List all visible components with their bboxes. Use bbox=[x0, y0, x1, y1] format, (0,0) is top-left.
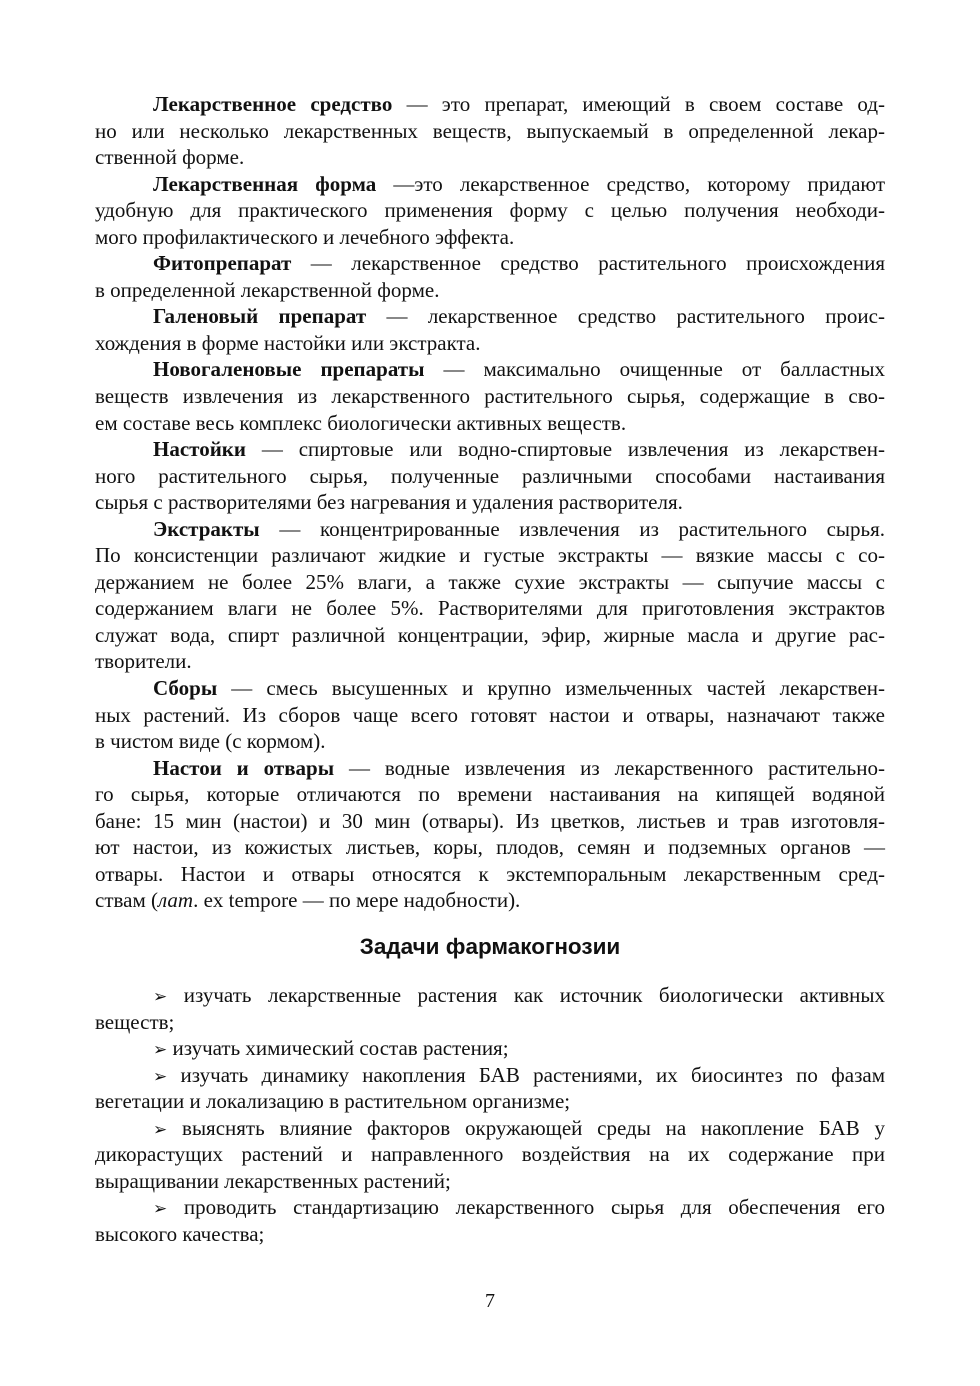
line-content bbox=[153, 983, 885, 1007]
line-text: — концентрированные извлечения из растительного сырья. bbox=[259, 516, 885, 541]
text-line bbox=[95, 356, 885, 383]
task-list-item bbox=[95, 1194, 885, 1247]
text-line bbox=[95, 436, 885, 463]
line-content bbox=[95, 809, 885, 833]
line-content bbox=[153, 1036, 509, 1060]
text-line bbox=[95, 250, 885, 277]
text-line bbox=[95, 887, 885, 914]
arrow-bullet-icon: ➢ bbox=[153, 1066, 168, 1087]
task-list-item bbox=[95, 982, 885, 1035]
definition-paragraph bbox=[95, 250, 885, 303]
defined-term: Галеновый препарат bbox=[153, 304, 367, 329]
defined-term: Сборы bbox=[153, 676, 218, 701]
line-content bbox=[95, 411, 626, 435]
text-line bbox=[95, 330, 885, 357]
definition-paragraph bbox=[95, 171, 885, 251]
task-list-item bbox=[95, 1035, 885, 1062]
text-line bbox=[95, 410, 885, 437]
line-text: сырья с растворителями без нагревания и удаления растворителя. bbox=[95, 490, 683, 515]
section-heading: Задачи фармакогнозии bbox=[359, 933, 621, 959]
text-line bbox=[95, 197, 885, 224]
line-content bbox=[95, 145, 244, 169]
line-text: — лекарственное средство растительного проис- bbox=[366, 304, 885, 329]
line-content bbox=[153, 517, 885, 541]
italic-text: лат bbox=[158, 888, 194, 913]
line-content bbox=[95, 490, 683, 514]
text-line bbox=[95, 702, 885, 729]
line-text: ют настои, из кожистых листьев, коры, плодов, семян и подземных органов — bbox=[95, 835, 885, 860]
line-content bbox=[95, 198, 885, 222]
line-text: содержанием влаги не более 5%. Растворителями для приготовления экстрактов bbox=[95, 596, 885, 621]
text-line bbox=[95, 1168, 885, 1195]
line-content bbox=[95, 782, 885, 806]
text-line bbox=[95, 982, 885, 1009]
text-line bbox=[95, 728, 885, 755]
text-line bbox=[95, 91, 885, 118]
line-content bbox=[95, 384, 885, 408]
text-line bbox=[95, 1141, 885, 1168]
task-list-item bbox=[95, 1062, 885, 1115]
line-content bbox=[95, 862, 885, 886]
text-line bbox=[95, 1115, 885, 1142]
text-line bbox=[95, 834, 885, 861]
line-text: изучать динамику накопления БАВ растениями, их биосинтез по фазам bbox=[180, 1062, 885, 1087]
line-text: изучать химический состав растения; bbox=[172, 1036, 509, 1061]
line-text: творители. bbox=[95, 649, 192, 674]
defined-term: Фитопрепарат bbox=[153, 251, 292, 276]
line-text: — смесь высушенных и крупно измельченных частей лекарствен- bbox=[217, 676, 885, 701]
line-content bbox=[95, 1222, 264, 1246]
line-text: хождения в форме настойки или экстракта. bbox=[95, 330, 481, 355]
line-text: дикорастущих растений и направленного воздействия на их содержание при bbox=[95, 1142, 885, 1167]
line-content bbox=[95, 703, 885, 727]
line-text: ного растительного сырья, полученные различными способами настаивания bbox=[95, 463, 885, 488]
text-line bbox=[95, 648, 885, 675]
text-line bbox=[95, 808, 885, 835]
defined-term: Новогаленовые препараты bbox=[153, 357, 425, 382]
arrow-bullet-icon: ➢ bbox=[153, 1199, 168, 1220]
text-line bbox=[95, 542, 885, 569]
text-line bbox=[95, 383, 885, 410]
line-content bbox=[95, 1169, 451, 1193]
line-content bbox=[153, 676, 885, 700]
line-content bbox=[95, 649, 192, 673]
definition-paragraph bbox=[95, 516, 885, 675]
arrow-bullet-icon: ➢ bbox=[153, 1119, 168, 1140]
line-content bbox=[95, 464, 885, 488]
line-content bbox=[95, 729, 326, 753]
text-line bbox=[95, 463, 885, 490]
line-text: удобную для практического применения форму с целью получения необходи- bbox=[95, 198, 885, 223]
arrow-bullet-icon: ➢ bbox=[153, 986, 168, 1007]
line-content bbox=[95, 543, 885, 567]
line-text: держанием не более 25% влаги, а также сухие экстракты — сыпучие массы с bbox=[95, 569, 885, 594]
line-text: ственной форме. bbox=[95, 145, 245, 170]
line-content bbox=[153, 304, 885, 328]
line-content bbox=[153, 437, 885, 461]
line-content bbox=[153, 251, 885, 275]
text-line bbox=[95, 277, 885, 304]
definitions-section bbox=[95, 91, 885, 914]
line-text: По консистенции различают жидкие и густые экстракты — вязкие массы с со- bbox=[95, 543, 885, 568]
text-line bbox=[95, 1009, 885, 1036]
line-text: выращивании лекарственных растений; bbox=[95, 1168, 451, 1193]
page-number: 7 bbox=[485, 1290, 495, 1312]
text-line bbox=[95, 781, 885, 808]
text-line bbox=[95, 1194, 885, 1221]
defined-term: Экстракты bbox=[153, 516, 260, 541]
line-text: го сырья, которые отличаются по времени настаивания на кипящей водяной bbox=[95, 782, 885, 807]
line-text: ных растений. Из сборов чаще всего готовят настои и отвары, назначают также bbox=[95, 702, 885, 727]
text-line bbox=[95, 675, 885, 702]
text-line bbox=[95, 171, 885, 198]
line-content bbox=[95, 1010, 174, 1034]
line-text: в чистом виде (с кормом). bbox=[95, 729, 326, 754]
text-line bbox=[95, 224, 885, 251]
line-text: — водные извлечения из лекарственного растительно- bbox=[334, 755, 885, 780]
line-text: отвары. Настои и отвары относятся к экстемпоральным лекарственным сред- bbox=[95, 861, 885, 886]
definition-paragraph bbox=[95, 436, 885, 516]
page-body bbox=[95, 91, 885, 1247]
line-content bbox=[95, 623, 885, 647]
text-line bbox=[95, 303, 885, 330]
text-line bbox=[95, 861, 885, 888]
text-line bbox=[95, 118, 885, 145]
line-content bbox=[153, 756, 885, 780]
line-content bbox=[95, 596, 885, 620]
line-content bbox=[95, 225, 514, 249]
line-content bbox=[153, 172, 885, 196]
defined-term: Лекарственная форма bbox=[153, 171, 377, 196]
line-text: — спиртовые или водно-спиртовые извлечения из лекарствен- bbox=[246, 437, 885, 462]
text-line bbox=[95, 622, 885, 649]
text-line bbox=[95, 516, 885, 543]
line-text: выяснять влияние факторов окружающей среды на накопление БАВ у bbox=[182, 1115, 885, 1140]
line-content bbox=[153, 92, 885, 116]
text-line bbox=[95, 144, 885, 171]
text-segment: . ex tempore — по мере надобности). bbox=[193, 888, 521, 913]
line-text: — лекарственное средство растительного происхождения bbox=[291, 251, 885, 276]
text-line bbox=[95, 1088, 885, 1115]
line-text: —это лекарственное средство, которому придают bbox=[376, 171, 886, 196]
line-text: бане: 15 мин (настои) и 30 мин (отвары). Из цветков, листьев и трав изготовля- bbox=[95, 808, 885, 833]
line-text: — это препарат, имеющий в своем составе од- bbox=[392, 92, 885, 116]
line-text: изучать лекарственные растения как источник биологически активных bbox=[183, 982, 886, 1007]
line-content bbox=[95, 331, 481, 355]
line-text: в определенной лекарственной форме. bbox=[95, 277, 440, 302]
line-content bbox=[95, 119, 885, 143]
text-line bbox=[95, 1035, 885, 1062]
line-content bbox=[95, 570, 885, 594]
text-line bbox=[95, 1062, 885, 1089]
line-content bbox=[153, 1116, 885, 1140]
text-line bbox=[95, 569, 885, 596]
line-text: веществ; bbox=[95, 1009, 175, 1034]
line-content bbox=[95, 835, 885, 859]
definition-paragraph bbox=[95, 675, 885, 755]
text-line bbox=[95, 595, 885, 622]
text-line bbox=[95, 755, 885, 782]
line-content bbox=[153, 357, 885, 381]
task-list-item bbox=[95, 1115, 885, 1195]
line-text: но или несколько лекарственных веществ, выпускаемый в определенной лекар- bbox=[95, 118, 885, 143]
defined-term: Лекарственное средство bbox=[153, 92, 393, 116]
definition-paragraph bbox=[95, 91, 885, 171]
line-text: мого профилактического и лечебного эффекта. bbox=[95, 224, 515, 249]
definition-paragraph bbox=[95, 303, 885, 356]
line-text: веществ извлечения из лекарственного растительного сырья, содержащие в сво- bbox=[95, 384, 885, 409]
text-line bbox=[95, 489, 885, 516]
line-text: служат вода, спирт различной концентрации, эфир, жирные масла и другие рас- bbox=[95, 622, 885, 647]
definition-paragraph bbox=[95, 755, 885, 914]
line-content bbox=[153, 1195, 885, 1219]
line-text: проводить стандартизацию лекарственного сырья для обеспечения его bbox=[183, 1195, 885, 1220]
line-text: — максимально очищенные от балластных bbox=[424, 357, 885, 382]
line-text: вегетации и локализацию в растительном организме; bbox=[95, 1089, 571, 1114]
line-text: высокого качества; bbox=[95, 1221, 265, 1246]
line-content bbox=[95, 1142, 885, 1166]
tasks-list bbox=[95, 982, 885, 1247]
arrow-bullet-icon: ➢ bbox=[153, 1040, 168, 1061]
text-line bbox=[95, 1221, 885, 1248]
line-content bbox=[95, 1089, 570, 1113]
line-content bbox=[153, 1063, 885, 1087]
defined-term: Настойки bbox=[153, 437, 246, 462]
line-content bbox=[95, 278, 439, 302]
text-segment: ствам ( bbox=[95, 888, 158, 913]
definition-paragraph bbox=[95, 356, 885, 436]
line-content bbox=[95, 888, 520, 912]
line-text bbox=[95, 888, 520, 912]
defined-term: Настои и отвары bbox=[153, 755, 335, 780]
line-text: ем составе весь комплекс биологически активных веществ. bbox=[95, 410, 627, 435]
